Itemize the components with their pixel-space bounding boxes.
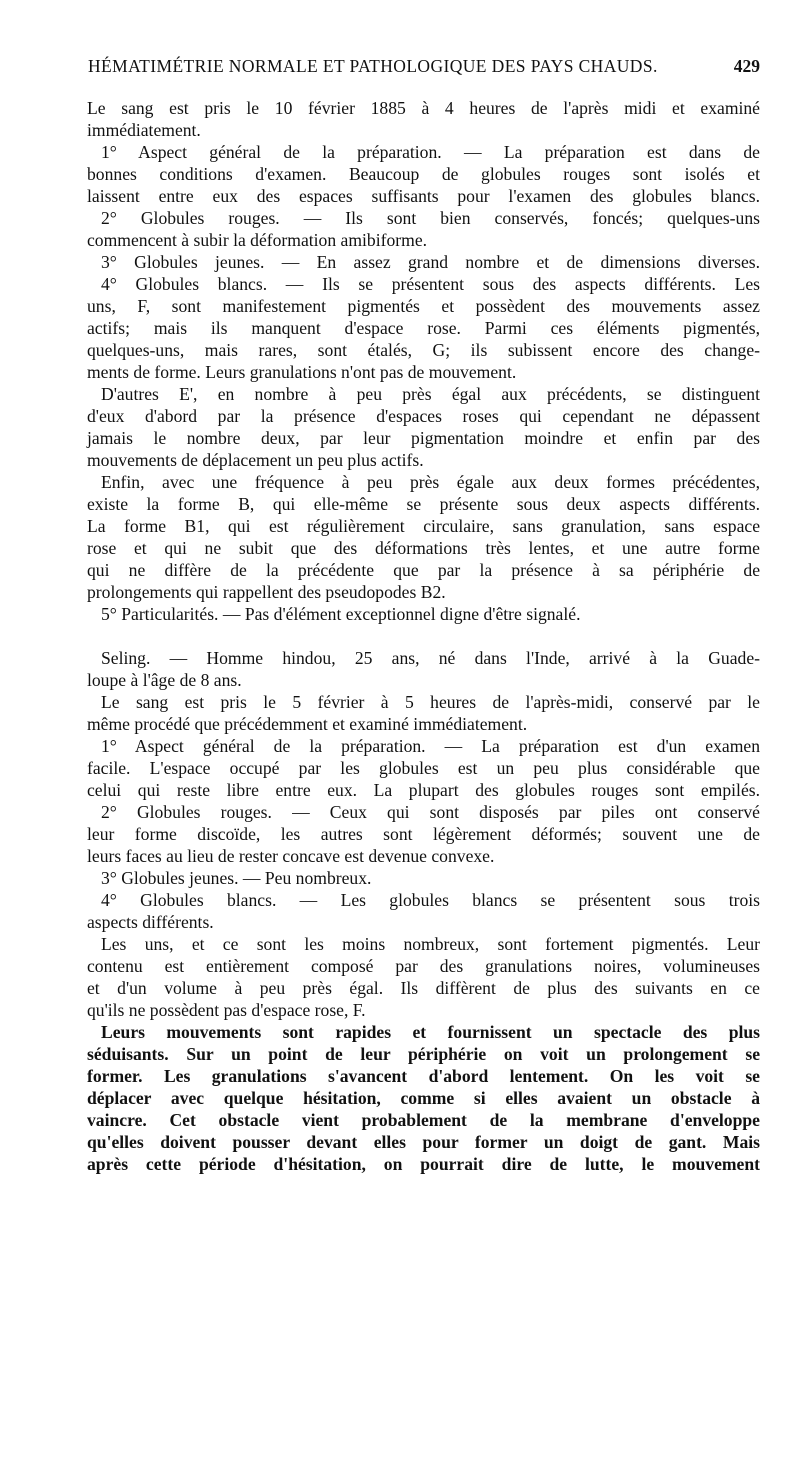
text-line: qui ne diffère de la précédente que par la présence à sa périphérie de xyxy=(87,560,760,580)
text-line: ments de forme. Leurs granulations n'ont pas de mouvement. xyxy=(87,362,517,382)
text-line: leurs faces au lieu de rester concave est devenue convexe. xyxy=(87,846,495,866)
text-line: prolongements qui rappellent des pseudopodes B2. xyxy=(87,582,446,602)
text-line: 4° Globules blancs. — Ils se présentent sous des aspects différents. Les xyxy=(101,274,760,294)
page-header xyxy=(88,56,760,78)
text-line: 2° Globules rouges. — Ils sont bien conservés, foncés; quelques-uns xyxy=(101,208,760,228)
text-line: actifs; mais ils manquent d'espace rose. Parmi ces éléments pigmentés, xyxy=(87,318,760,338)
text-line: déplacer avec quelque hésitation, comme si elles avaient un obstacle à xyxy=(87,1088,760,1108)
text-line: facile. L'espace occupé par les globules est un peu plus considérable que xyxy=(87,758,760,778)
text-line: former. Les granulations s'avancent d'abord lentement. On les voit se xyxy=(87,1066,760,1086)
text-line: quelques-uns, mais rares, sont étalés, G; ils subissent encore des change- xyxy=(87,340,760,360)
text-line: qu'ils ne possèdent pas d'espace rose, F. xyxy=(87,1000,366,1020)
blank-line xyxy=(87,625,760,647)
text-line: bonnes conditions d'examen. Beaucoup de globules rouges sont isolés et xyxy=(87,164,760,184)
text-line: contenu est entièrement composé par des granulations noires, volumineuses xyxy=(87,956,760,976)
text-line: 2° Globules rouges. — Ceux qui sont disposés par piles ont conservé xyxy=(101,802,760,822)
text-line: commencent à subir la déformation amibiforme. xyxy=(87,230,428,250)
text-line: Le sang est pris le 10 février 1885 à 4 heures de l'après midi et examiné xyxy=(87,98,760,118)
text-line: existe la forme B, qui elle-même se présente sous deux aspects différents. xyxy=(87,494,760,514)
text-line: leur forme discoïde, les autres sont légèrement déformés; souvent une de xyxy=(87,824,760,844)
text-line: vaincre. Cet obstacle vient probablement de la membrane d'enveloppe xyxy=(87,1110,760,1130)
text-line: 3° Globules jeunes. — Peu nombreux. xyxy=(101,868,372,888)
text-line: 1° Aspect général de la préparation. — La préparation est d'un examen xyxy=(101,736,760,756)
text-line: Leurs mouvements sont rapides et fournissent un spectacle des plus xyxy=(101,1022,760,1042)
text-line: et d'un volume à peu près égal. Ils diffèrent de plus des suivants en ce xyxy=(87,978,760,998)
text-line: aspects différents. xyxy=(87,912,214,932)
text-line: après cette période d'hésitation, on pourrait dire de lutte, le mouvement xyxy=(87,1154,760,1174)
text-line: même procédé que précédemment et examiné immédiatement. xyxy=(87,714,528,734)
text-line: Enfin, avec une fréquence à peu près égale aux deux formes précédentes, xyxy=(101,472,760,492)
text-line: jamais le nombre deux, par leur pigmentation moindre et enfin par des xyxy=(87,428,760,448)
text-line: rose et qui ne subit que des déformations très lentes, et une autre forme xyxy=(87,538,760,558)
text-line: La forme B1, qui est régulièrement circulaire, sans granulation, sans espace xyxy=(87,516,760,536)
text-line: 5° Particularités. — Pas d'élément exceptionnel digne d'être signalé. xyxy=(101,604,581,624)
text-line: immédiatement. xyxy=(87,120,201,140)
text-line: 3° Globules jeunes. — En assez grand nombre et de dimensions diverses. xyxy=(101,252,760,272)
text-line: mouvements de déplacement un peu plus actifs. xyxy=(87,450,424,470)
text-line: 4° Globules blancs. — Les globules blancs se présentent sous trois xyxy=(101,890,760,910)
text-line: 1° Aspect général de la préparation. — La préparation est dans de xyxy=(101,142,760,162)
text-line: d'eux d'abord par la présence d'espaces roses qui cependant ne dépassent xyxy=(87,406,760,426)
text-line: qu'elles doivent pousser devant elles pour former un doigt de gant. Mais xyxy=(87,1132,760,1152)
text-line: celui qui reste libre entre eux. La plupart des globules rouges sont empilés. xyxy=(87,780,760,800)
text-line: D'autres E', en nombre à peu près égal aux précédents, se distinguent xyxy=(101,384,760,404)
text-line: Seling. — Homme hindou, 25 ans, né dans l'Inde, arrivé à la Guade- xyxy=(101,648,760,668)
text-line: séduisants. Sur un point de leur périphérie on voit un prolongement se xyxy=(87,1044,760,1064)
running-title: HÉMATIMÉTRIE NORMALE ET PATHOLOGIQUE DES PAYS CHAUDS. xyxy=(88,56,658,76)
page-number: 429 xyxy=(733,56,760,76)
body-text xyxy=(87,97,760,1175)
text-line: loupe à l'âge de 8 ans. xyxy=(87,670,242,690)
text-line: uns, F, sont manifestement pigmentés et possèdent des mouvements assez xyxy=(87,296,760,316)
text-line: Les uns, et ce sont les moins nombreux, sont fortement pigmentés. Leur xyxy=(101,934,760,954)
text-line: laissent entre eux des espaces suffisants pour l'examen des globules blancs. xyxy=(87,186,760,206)
text-line: Le sang est pris le 5 février à 5 heures de l'après-midi, conservé par le xyxy=(101,692,760,712)
